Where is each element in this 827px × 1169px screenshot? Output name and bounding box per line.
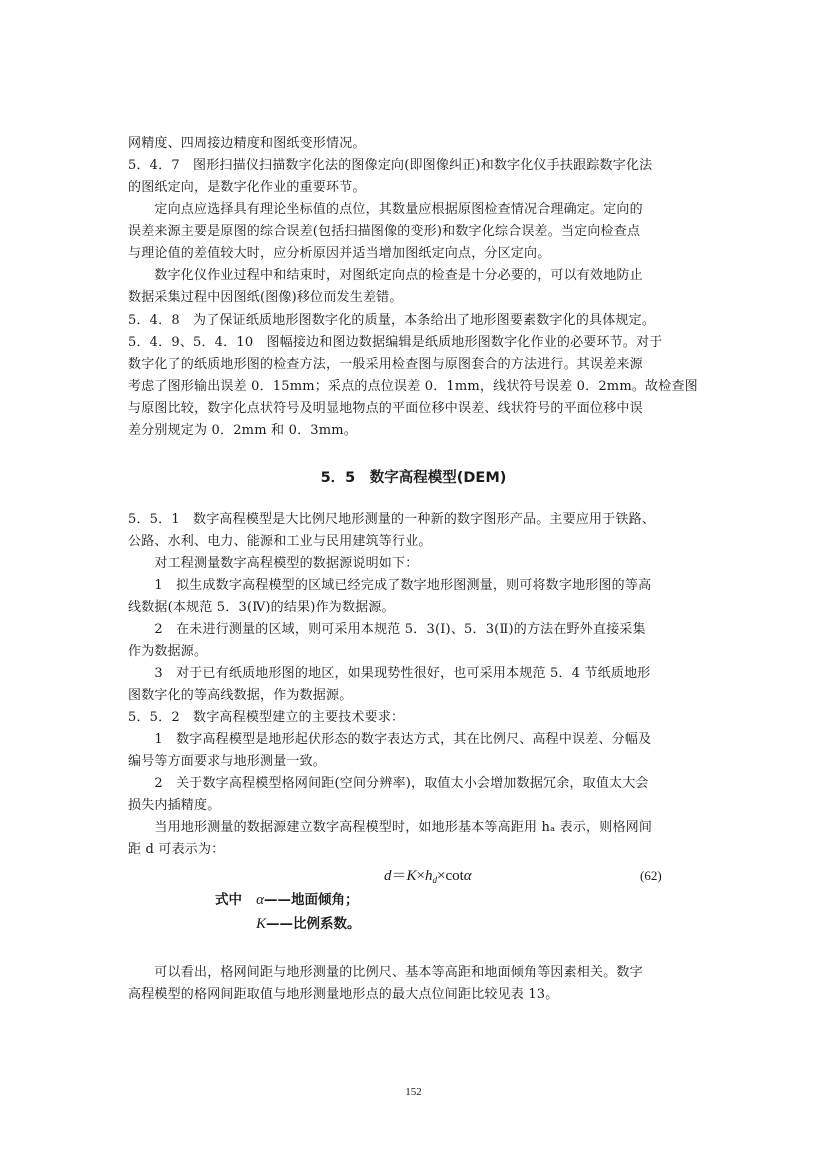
where-line-alpha — [215, 888, 358, 909]
formula-lhs: d — [384, 868, 392, 884]
section-heading: 5．5 数字高程模型(DEM) — [320, 470, 507, 486]
formula-k: K — [406, 868, 417, 884]
text-line: 与理论值的差值较大时，应分析原因并适当增加图纸定向点，分区定向。 — [128, 246, 551, 261]
text-line: 误差来源主要是原图的综合误差(包括扫描图像的变形)和数字化综合误差。当定向检查点 — [128, 224, 641, 239]
formula-alpha: α — [463, 868, 472, 884]
text-line: 线数据(本规范 5．3(Ⅳ)的结果)作为数据源。 — [128, 600, 395, 615]
where-alpha-description: ——地面倾角； — [263, 892, 359, 908]
text-line: 可以看出，格网间距与地形测量的比例尺、基本等高距和地面倾角等因素相关。数字 — [128, 965, 643, 980]
text-line: 差分别规定为 0．2mm 和 0．3mm。 — [128, 423, 357, 438]
text-line: 5．4．8 为了保证纸质地形图数字化的质量，本条给出了地形图要素数字化的具体规定。 — [128, 313, 656, 328]
text-line: 2 关于数字高程模型格网间距(空间分辨率)，取值太小会增加数据冗余，取值太大会 — [128, 776, 649, 791]
where-prefix: 式中 — [215, 892, 242, 908]
text-line: 公路、水利、电力、能源和工业与民用建筑等行业。 — [128, 534, 432, 549]
text-line: 距 d 可表示为： — [128, 842, 225, 857]
where-alpha-symbol: α — [256, 892, 264, 908]
formula-h-subscript: d — [432, 875, 437, 885]
text-line: 定向点应选择具有理论坐标值的点位，其数量应根据原图检查情况合理确定。定向的 — [128, 202, 643, 217]
text-line: 编号等方面要求与地形测量一致。 — [128, 754, 327, 769]
formula-cot: cot — [445, 868, 464, 884]
text-line: 数字化仪作业过程中和结束时，对图纸定向点的检查是十分必要的，可以有效地防止 — [128, 268, 643, 283]
where-k-description: ——比例系数。 — [266, 916, 361, 932]
text-line: 5．4．7 图形扫描仪扫描数字化法的图像定向(即图像纠正)和数字化仪手扶跟踪数字化法 — [128, 158, 653, 173]
text-line: 作为数据源。 — [128, 644, 208, 659]
text-line: 数字化了的纸质地形图的检查方法，一般采用检查图与原图套合的方法进行。其误差来源 — [128, 357, 643, 372]
text-line: 数据采集过程中因图纸(图像)移位而发生差错。 — [128, 290, 403, 305]
where-line-k — [256, 912, 361, 933]
text-line: 网精度、四周接边精度和图纸变形情况。 — [128, 136, 366, 151]
text-line: 与原图比较，数字化点状符号及明显地物点的平面位移中误差、线状符号的平面位移中误 — [128, 401, 643, 416]
equation-number: (62) — [640, 868, 662, 883]
where-k-symbol: K — [256, 916, 267, 932]
text-line: 5．5．1 数字高程模型是大比例尺地形测量的一种新的数字图形产品。主要应用于铁路、 — [128, 512, 656, 527]
formula — [384, 864, 472, 885]
text-line: 5．5．2 数字高程模型建立的主要技术要求： — [128, 710, 405, 725]
text-line: 损失内插精度。 — [128, 798, 221, 813]
formula-equals: ＝ — [391, 868, 407, 884]
text-line: 图数字化的等高线数据，作为数据源。 — [128, 688, 353, 703]
text-line: 1 数字高程模型是地形起伏形态的数字表达方式，其在比例尺、高程中误差、分幅及 — [128, 732, 652, 747]
text-line: 高程模型的格网间距取值与地形测量地形点的最大点位间距比较见表 13。 — [128, 987, 559, 1002]
text-line: 的图纸定向，是数字化作业的重要环节。 — [128, 180, 366, 195]
page-number: 152 — [405, 1086, 422, 1098]
text-line: 1 拟生成数字高程模型的区域已经完成了数字地形图测量，则可将数字地形图的等高 — [128, 578, 652, 593]
text-line: 5．4．9、5．4．10 图幅接边和图边数据编辑是纸质地形图数字化作业的必要环节。对于 — [128, 335, 663, 350]
text-line: 对工程测量数字高程模型的数据源说明如下： — [128, 556, 419, 571]
text-line: 当用地形测量的数据源建立数字高程模型时，如地形基本等高距用 hₐ 表示，则格网间 — [128, 820, 653, 835]
text-line: 3 对于已有纸质地形图的地区，如果现势性很好，也可采用本规范 5．4 节纸质地形 — [128, 666, 651, 681]
formula-h: h — [425, 868, 433, 884]
text-line: 考虑了图形输出误差 0．15mm；采点的点位误差 0．1mm，线状符号误差 0．2mm。故检查图 — [128, 379, 698, 394]
formula-times: × — [416, 868, 425, 884]
text-line: 2 在未进行测量的区域，则可采用本规范 5．3(Ⅰ)、5．3(Ⅱ)的方法在野外直接采集 — [128, 622, 646, 637]
formula-times: × — [437, 868, 446, 884]
